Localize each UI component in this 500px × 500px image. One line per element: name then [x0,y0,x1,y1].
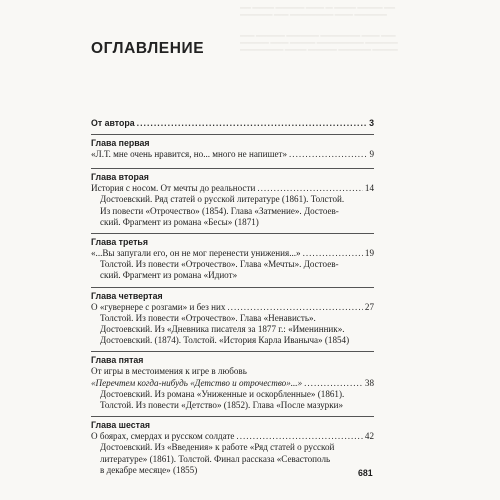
dot-leader [227,302,363,313]
toc-page-number: 19 [364,248,374,259]
description-line: Толстой. Из повести «Отрочество». Глава «Мечты». Достоев- [100,259,339,270]
toc-entry-label: История с носом. От мечты до реальности [91,183,256,194]
chapter-description [91,389,374,411]
description-line: Толстой. Из повести «Детство» (1852). Глава «После мазурки» [100,400,344,411]
toc-entry[interactable] [91,149,374,160]
divider [91,233,374,234]
dot-leader [289,149,367,160]
divider [91,134,374,135]
description-line: Достоевский. (1874). Толстой. «История Карла Иваныча» (1854) [100,335,350,346]
toc-entry[interactable] [91,431,374,442]
page-number: 681 [358,468,373,478]
toc-entry[interactable] [91,378,374,389]
page-title: ОГЛАВЛЕНИЕ [91,40,205,57]
description-line: Из повести «Отрочество» (1854). Глава «Затмение». Достоев- [100,205,339,216]
toc-page-number: 14 [364,183,374,194]
toc-page-number: 27 [364,301,374,312]
dot-leader [304,378,363,389]
chapter-heading: Глава первая [91,138,150,148]
toc-page-number: 42 [364,431,374,442]
description-line: литературе» (1861). Толстой. Финал рассказа «Севастополь [100,453,331,464]
divider [91,416,374,417]
toc-entry-label: От автора [91,118,135,128]
chapter-description [91,313,374,347]
description-line: ский. Фрагмент из романа «Идиот» [100,270,238,281]
chapter-description [91,194,374,228]
description-line: Достоевский. Ряд статей о русской литературе (1861). Толстой. [100,194,345,205]
toc-entry[interactable] [91,248,374,259]
toc-page-number: 9 [369,149,374,159]
toc-page-number: 3 [369,118,374,128]
chapter-description [91,442,374,476]
toc-entry-label: О боярах, смердах и русском солдате [91,431,235,442]
toc-entry[interactable] [91,183,374,194]
dot-leader [257,183,363,194]
divider [91,168,374,169]
toc-entry-lead: От игры в местоимения к игре в любовь [91,366,247,377]
chapter-heading: Глава третья [91,237,148,248]
dot-leader [303,248,363,259]
description-line: в декабре месяце» (1855) [100,464,198,475]
description-line: ский. Фрагмент из романа «Бесы» (1871) [100,216,259,227]
toc-entry[interactable] [91,302,374,313]
chapter-heading: Глава четвертая [91,290,163,301]
chapter-heading: Глава вторая [91,172,149,183]
table-of-contents [91,118,374,478]
description-line: Достоевский. Из «Дневника писателя за 1877 г.: «Именинник». [100,324,345,335]
toc-page-number: 38 [364,377,374,388]
toc-entry-label: «Перечтем когда-нибудь «Детство и отрочество»...» [91,377,303,388]
description-line: Достоевский. Из романа «Униженные и оскорбленные» (1861). [100,388,345,399]
toc-entry-label: «...Вы запугали его, он не мог перенести унижения...» [91,248,301,259]
chapter-heading: Глава пятая [91,355,144,366]
chapter-heading: Глава шестая [91,420,150,431]
dot-leader [236,431,362,442]
divider [91,351,374,352]
description-line: Толстой. Из повести «Отрочество». Глава «Ненависть». [100,312,316,323]
show-through-text: ━━━ ━━━━━━ ━━━━━━━━ ━━━━━ ━━ ━━━━━━ ━━━━━━━ ━━━ ━━━━━━━━━ ━━━━ ━━━━━━━━━━━━ ━━━━━ ━━━━━━━━━ ━━━━ ━━━━━━━━ ━━━━━━━━━ ━━━━━━━━━━━ ━━━━━ ━━━━ ━━━━━━━━ ━━━━━ ━━━━━━━ ━━━━━━━━━━━━━ ━━━━━━━━━ ━━━━━━━━━━━━ ━━━━━━ ━━━━━━━━ ━━━━━━━━━ ━━━━━━━ [240,6,398,54]
dot-leader [137,118,367,129]
toc-entry-label: «Л.Т. мне очень нравится, но... много не напишет» [91,149,288,159]
divider [91,287,374,288]
description-line: Достоевский. Из «Введения» к работе «Ряд статей о русской [100,442,335,453]
chapter-description [91,259,374,281]
toc-entry-author[interactable] [91,118,374,129]
toc-entry-label: О «гувернере с розгами» и без них [91,301,226,312]
